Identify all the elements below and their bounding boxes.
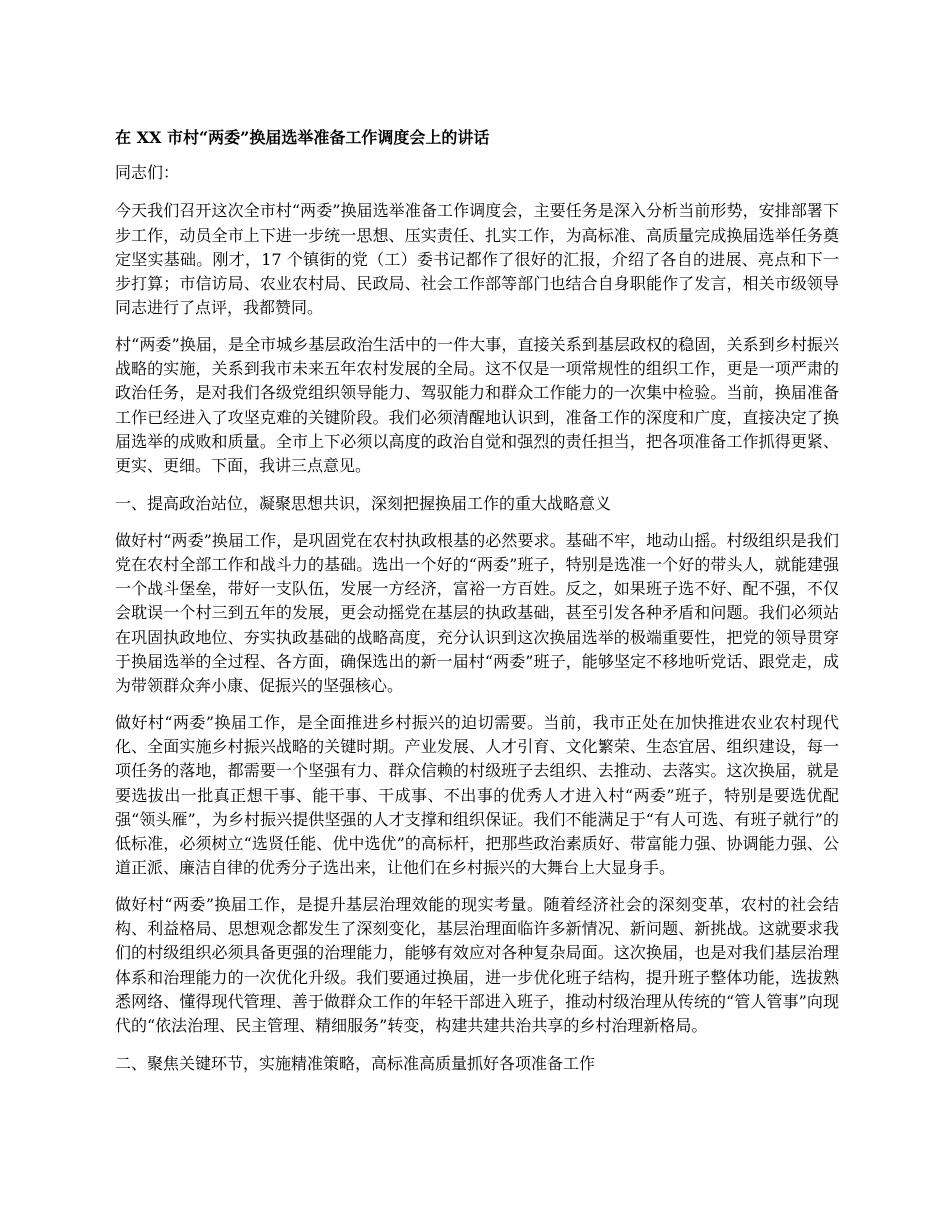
section-1-paragraph-3: 做好村“两委”换届工作，是提升基层治理效能的现实考量。随着经济社会的深刻变革，农村的社会结构、利益格局、思想观念都发生了深刻变化，基层治理面临许多新情况、新问题、新挑战。这就要求我们的村级组织必须具备更强的治理能力，能够有效应对各种复杂局面。这次换届，也是对我们基层治理体系和治理能力的一次优化升级。我们要通过换届，进一步优化班子结构，提升班子整体功能，选拔熟悉网络、懂得现代管理、善于做群众工作的年轻干部进入班子，推动村级治理从传统的“管人管事”向现代的“依法治理、民主管理、精细服务”转变，构建共建共治共享的乡村治理新格局。	[115, 894, 839, 1036]
document-page	[115, 125, 839, 1089]
salutation: 同志们：	[115, 163, 180, 182]
section-1-paragraph-2: 做好村“两委”换届工作，是全面推进乡村振兴的迫切需要。当前，我市正处在加快推进农业农村现代化、全面实施乡村振兴战略的关键时期。产业发展、人才引育、文化繁荣、生态宜居、组织建设，每一项任务的落地，都需要一个坚强有力、群众信赖的村级班子去组织、去推动、去落实。这次换届，就是要选拔出一批真正想干事、能干事、干成事、不出事的优秀人才进入村“两委”班子，特别是要选优配强“领头雁”，为乡村振兴提供坚强的人才支撑和组织保证。我们不能满足于“有人可选、有班子就行”的低标准，必须树立“选贤任能、优中选优”的高标杆，把那些政治素质好、带富能力强、协调能力强、公道正派、廉洁自律的优秀分子选出来，让他们在乡村振兴的大舞台上大显身手。	[115, 712, 839, 878]
section-1-heading: 一、提高政治站位，凝聚思想共识，深刻把握换届工作的重大战略意义	[115, 493, 612, 513]
document-title: 在 XX 市村“两委”换届选举准备工作调度会上的讲话	[115, 128, 490, 147]
intro-paragraph-2: 村“两委”换届，是全市城乡基层政治生活中的一件大事，直接关系到基层政权的稳固，关系到乡村振兴战略的实施，关系到我市未来五年农村发展的全局。这不仅是一项常规性的组织工作，更是一项严肃的政治任务，是对我们各级党组织领导能力、驾驭能力和群众工作能力的一次集中检验。当前，换届准备工作已经进入了攻坚克难的关键阶段。我们必须清醒地认识到，准备工作的深度和广度，直接决定了换届选举的成败和质量。全市上下必须以高度的政治自觉和强烈的责任担当，把各项准备工作抓得更紧、更实、更细。下面，我讲三点意见。	[115, 334, 839, 476]
section-1-paragraph-1: 做好村“两委”换届工作，是巩固党在农村执政根基的必然要求。基础不牢，地动山摇。村级组织是我们党在农村全部工作和战斗力的基础。选出一个好的“两委”班子，特别是选准一个好的带头人，就能建强一个战斗堡垒，带好一支队伍，发展一方经济，富裕一方百姓。反之，如果班子选不好、配不强，不仅会耽误一个村三到五年的发展，更会动摇党在基层的执政基础，甚至引发各种矛盾和问题。我们必须站在巩固执政地位、夯实执政基础的战略高度，充分认识到这次换届选举的极端重要性，把党的领导贯穿于换届选举的全过程、各方面，确保选出的新一届村“两委”班子，能够坚定不移地听党话、跟党走，成为带领群众奔小康、促振兴的坚强核心。	[115, 530, 839, 696]
intro-paragraph-1: 今天我们召开这次全市村“两委”换届选举准备工作调度会，主要任务是深入分析当前形势，安排部署下步工作，动员全市上下进一步统一思想、压实责任、扎实工作，为高标准、高质量完成换届选举任务奠定坚实基础。刚才，17 个镇街的党（工）委书记都作了很好的汇报，介绍了各自的进展、亮点和下一步打算；市信访局、农业农村局、民政局、社会工作部等部门也结合自身职能作了发言，相关市级领导同志进行了点评，我都赞同。	[115, 201, 839, 318]
section-2-heading: 二、聚焦关键环节，实施精准策略，高标准高质量抓好各项准备工作	[115, 1053, 596, 1073]
